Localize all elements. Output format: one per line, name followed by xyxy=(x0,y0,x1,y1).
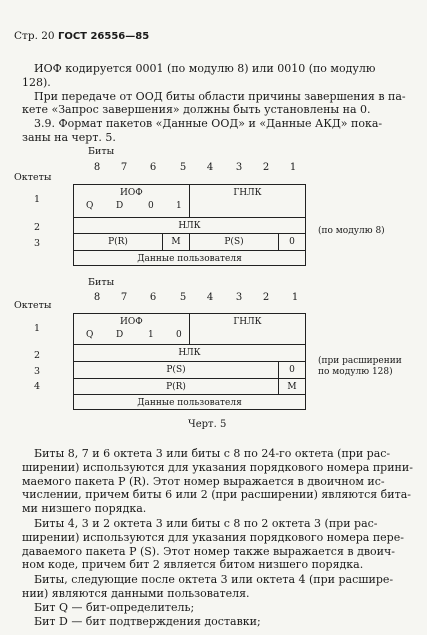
text-line: При передаче от ООД биты области причины завершения в па- xyxy=(34,89,406,103)
table-row xyxy=(74,395,305,411)
intro-text xyxy=(22,62,412,145)
bit-value: 0 xyxy=(148,201,154,211)
bits-label: Биты xyxy=(88,277,115,288)
q-bit: Q xyxy=(86,201,94,211)
text-line: маемого пакета P (R). Этот номер выражается в двоичном ис- xyxy=(22,474,385,488)
octet-number: 4 xyxy=(33,381,41,392)
bit-value: 1 xyxy=(148,330,154,340)
text-line: ширении) используются для указания порядкового номера пере- xyxy=(22,530,404,544)
text-line: кете «Запрос завершения» должны быть установлены на 0. xyxy=(22,103,371,117)
bit-number: 1 xyxy=(291,292,299,303)
bit-number: 7 xyxy=(120,292,128,303)
note-line: по модулю 128) xyxy=(318,367,393,377)
page-header xyxy=(14,30,149,42)
note-line: (при расширении xyxy=(318,356,402,366)
iof-label: ИОФ xyxy=(120,317,143,327)
zero-cell: 0 xyxy=(289,237,295,247)
bits-label: Биты xyxy=(88,146,115,157)
d-bit: D xyxy=(116,330,124,340)
octet-number: 2 xyxy=(33,222,41,233)
zero-cell: 0 xyxy=(289,365,295,375)
document-code: ГОСТ 26556—85 xyxy=(57,31,150,42)
d-bit: D xyxy=(116,201,124,211)
text-line: даваемого пакета P (S). Этот номер также выражается в двоич- xyxy=(22,544,396,558)
table-row xyxy=(74,234,305,251)
gnlk-cell: ГНЛК xyxy=(233,317,262,327)
bit-number: 8 xyxy=(93,162,101,173)
table-row xyxy=(74,185,305,218)
bit-number: 3 xyxy=(235,292,243,303)
paragraph-user-data xyxy=(22,573,412,601)
text-line: Бит D — бит подтверждения доставки; xyxy=(34,614,261,628)
text-line: Биты, следующие после октета 3 или октета 4 (при расшире- xyxy=(34,573,394,586)
m-cell: M xyxy=(163,234,190,250)
extension-note xyxy=(318,356,402,378)
bit-number: 6 xyxy=(149,292,157,303)
bit-number: 5 xyxy=(179,162,187,173)
text-line: ИОФ кодируется 0001 (по модулю 8) или 0010 (по модулю xyxy=(34,62,376,75)
table-row xyxy=(74,362,305,379)
bit-number: 1 xyxy=(289,162,297,173)
iof-cell xyxy=(74,185,190,217)
text-line: Бит Q — бит-определитель; xyxy=(34,601,195,614)
text-line: нии) являются данными пользователя. xyxy=(22,586,250,600)
nlk-cell: НЛК xyxy=(178,348,201,358)
iof-label: ИОФ xyxy=(120,188,143,198)
gnlk-cell: ГНЛК xyxy=(233,188,262,198)
bit-number: 8 xyxy=(93,292,101,303)
octets-label: Октеты xyxy=(14,300,52,311)
table-row xyxy=(74,314,305,345)
text-line: Биты 4, 3 и 2 октета 3 или биты с 8 по 2 октета 3 (при рас- xyxy=(34,517,378,530)
bit-number: 2 xyxy=(262,162,270,173)
paragraph-sequence-sent xyxy=(22,517,412,572)
nlk-cell: НЛК xyxy=(178,220,201,231)
bit-number: 3 xyxy=(235,162,243,173)
packet-format-table-mod128 xyxy=(73,313,306,410)
table-row xyxy=(74,251,305,267)
ps-cell: P(S) xyxy=(74,362,279,378)
q-bit: Q xyxy=(86,330,94,340)
text-line: Биты 8, 7 и 6 октета 3 или биты с 8 по 24-го октета (при рас- xyxy=(34,447,391,460)
figure-caption: Черт. 5 xyxy=(188,419,227,430)
text-line: 128). xyxy=(22,75,51,89)
bit-definitions xyxy=(22,601,412,629)
user-data-cell: Данные пользователя xyxy=(137,398,242,408)
bit-number: 7 xyxy=(120,162,128,173)
bit-value: 1 xyxy=(176,201,182,211)
iof-cell xyxy=(74,314,190,344)
table-row xyxy=(74,345,305,362)
bit-number: 2 xyxy=(262,292,270,303)
bit-number: 4 xyxy=(206,162,214,173)
page-number: Стр. 20 xyxy=(14,30,55,42)
text-line: ширении) используются для указания порядкового номера прини- xyxy=(22,460,413,474)
octet-number: 2 xyxy=(33,350,41,361)
user-data-cell: Данные пользователя xyxy=(137,254,242,264)
pr-cell: P(R) xyxy=(74,379,279,394)
text-line: ми низшего порядка. xyxy=(22,502,147,516)
ps-cell: P(S) xyxy=(190,234,279,250)
bit-number: 6 xyxy=(149,162,157,173)
table-row xyxy=(74,218,305,234)
octet-number: 1 xyxy=(33,323,41,334)
paragraph-sequence-received xyxy=(22,447,412,516)
modulo-note: (по модулю 8) xyxy=(318,226,385,236)
m-cell: M xyxy=(287,381,297,392)
bit-number: 5 xyxy=(179,292,187,303)
packet-format-table-mod8 xyxy=(73,184,306,266)
octets-label: Октеты xyxy=(14,172,52,183)
octet-number: 3 xyxy=(33,366,41,377)
table-row xyxy=(74,379,305,395)
bit-value: 0 xyxy=(176,330,182,340)
bit-number: 4 xyxy=(206,292,214,303)
octet-number: 1 xyxy=(33,194,41,205)
text-line: 3.9. Формат пакетов «Данные ООД» и «Данные АКД» пока- xyxy=(34,117,383,131)
text-line: числении, причем биты 6 или 2 (при расширении) являются бита- xyxy=(22,488,411,502)
octet-number: 3 xyxy=(33,238,41,249)
text-line: ном коде, причем бит 2 является битом низшего порядка. xyxy=(22,558,364,572)
pr-cell: P(R) xyxy=(74,234,163,250)
text-line: заны на черт. 5. xyxy=(22,130,116,144)
